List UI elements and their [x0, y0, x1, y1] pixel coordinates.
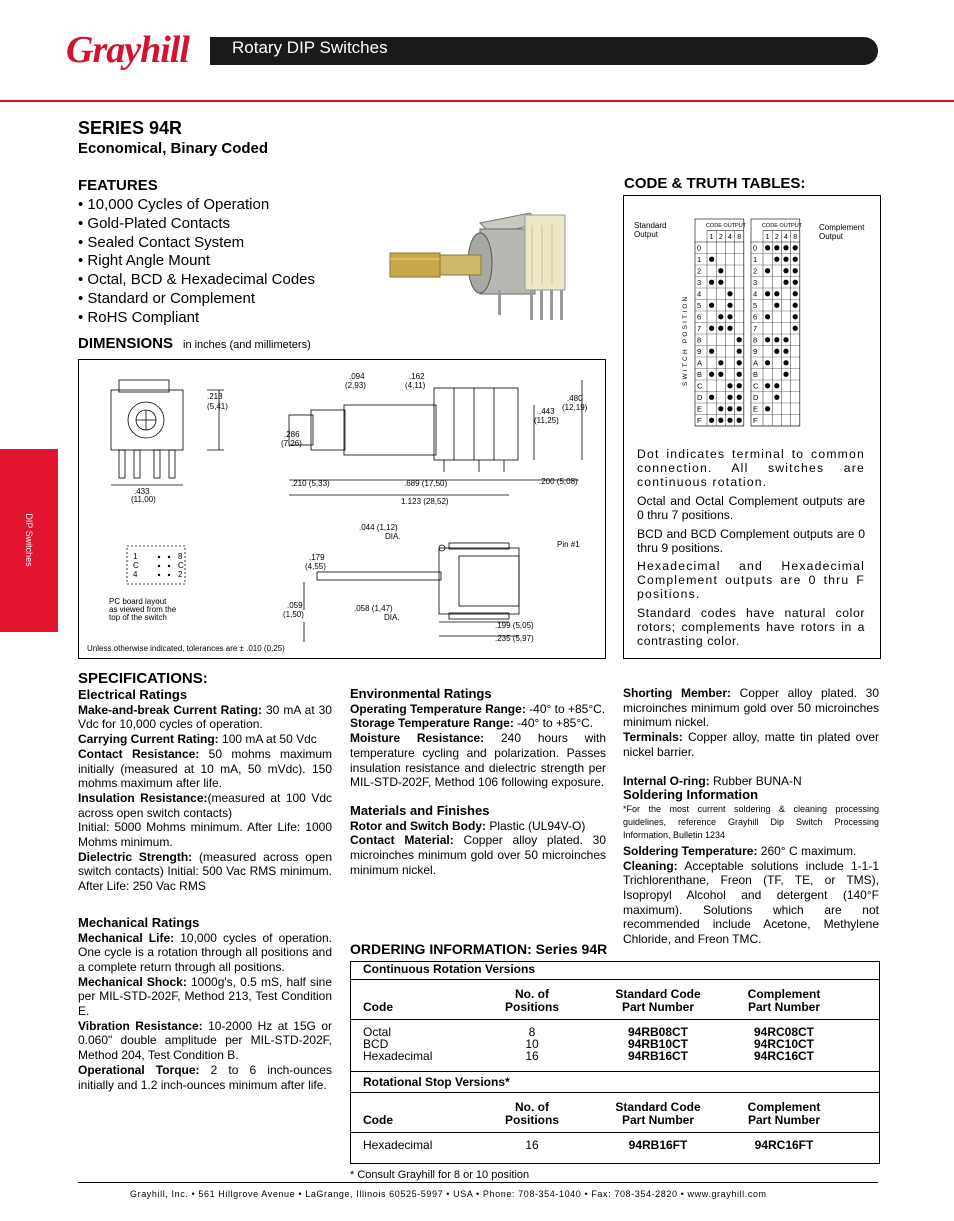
table-cell: 16: [525, 1138, 539, 1152]
feature-item: • Gold-Plated Contacts: [78, 214, 230, 232]
connection-dot: [774, 349, 779, 354]
dim-label: DIA.: [384, 613, 400, 622]
bit-header: 4: [728, 234, 732, 241]
connection-dot: [765, 245, 770, 250]
spec-item: Operating Temperature Range: -40° to +85°C.: [350, 701, 606, 716]
position-label: 0: [697, 243, 702, 253]
connection-dot: [709, 349, 714, 354]
grayhill-logo: Grayhill: [66, 29, 189, 71]
connection-dot: [783, 360, 788, 365]
col-positions: No. of: [515, 987, 549, 1001]
side-tab-label: DIP Switches: [24, 513, 34, 567]
dimension-drawing: [79, 360, 605, 658]
position-label: 7: [753, 324, 758, 333]
position-label: 1: [753, 255, 758, 264]
position-label: 5: [697, 301, 702, 310]
col-code: Code: [363, 1000, 393, 1014]
dimensions-heading: DIMENSIONS: [78, 335, 174, 352]
bit-header: 4: [784, 234, 788, 241]
spec-item: Storage Temperature Range: -40° to +85°C.: [350, 716, 594, 731]
dim-label: .094: [349, 372, 365, 381]
col-code: Code: [363, 1113, 393, 1127]
dim-label: .179: [309, 553, 325, 562]
position-label: 2: [753, 266, 758, 276]
spec-column-1: [78, 688, 332, 1092]
dim-label: .443: [539, 407, 555, 416]
connection-dot: [737, 395, 742, 400]
connection-dot: [783, 245, 788, 250]
position-label: D: [697, 393, 703, 402]
connection-dot: [774, 245, 779, 250]
table-cell: 94RB10CT: [627, 1037, 689, 1051]
spec-item: Insulation Resistance:(measured at 100 Vdc across open switch contacts): [78, 790, 332, 820]
position-label: 8: [697, 335, 702, 345]
connection-dot: [709, 372, 714, 377]
table-cell: BCD: [363, 1037, 389, 1051]
connection-dot: [793, 314, 798, 319]
table-cell: Octal: [363, 1025, 392, 1039]
table-cell: 94RC10CT: [753, 1037, 815, 1051]
connection-dot: [783, 257, 788, 262]
pcb-pin-label: 1: [133, 552, 138, 561]
connection-dot: [737, 360, 742, 365]
connection-dot: [737, 418, 742, 423]
connection-dot: [793, 326, 798, 331]
connection-dot: [783, 372, 788, 377]
pcb-caption: as viewed from the: [109, 605, 177, 614]
table-cell: 8: [528, 1025, 536, 1039]
spec-item: Cleaning: Acceptable solutions include 1-1-1 Trichlorenthane, Freon (TF, TE, or TMS), Isopropyl Alcohol and detergent (140°F maximum). Solutions which are not recommended include Acetone, Methylene Chloride, and Freon TMC.: [623, 858, 879, 947]
connection-dot: [709, 303, 714, 308]
connection-dot: [709, 418, 714, 423]
spec-item: Carrying Current Rating: 100 mA at 50 Vdc: [78, 732, 317, 747]
bit-header: 1: [709, 234, 714, 241]
connection-dot: [793, 268, 798, 273]
connection-dot: [793, 303, 798, 308]
connection-dot: [774, 257, 779, 262]
continuous-title: Continuous Rotation Versions: [363, 962, 536, 976]
tolerance-note: Unless otherwise indicated, tolerances are ± .010 (0,25): [87, 644, 285, 653]
dim-label: .213: [207, 392, 223, 401]
spec-item: Rotor and Switch Body: Plastic (UL94V-O): [350, 818, 586, 833]
position-label: F: [753, 416, 758, 425]
pcb-pin-label: 2: [178, 570, 183, 579]
table-rule: [351, 1019, 879, 1020]
ordering-heading: ORDERING INFORMATION: Series 94R: [350, 941, 608, 957]
connection-dot: [737, 383, 742, 388]
connection-dot: [774, 383, 779, 388]
col-complement: Complement: [747, 987, 821, 1001]
position-label: A: [697, 358, 703, 368]
connection-dot: [774, 303, 779, 308]
position-label: C: [753, 381, 759, 391]
dim-label: (11,00): [131, 495, 156, 504]
position-label: 4: [697, 289, 702, 299]
connection-dot: [793, 245, 798, 250]
connection-dot: [718, 280, 723, 285]
pcb-pin-label: C: [133, 561, 139, 570]
connection-dot: [709, 257, 714, 262]
bit-header: 8: [793, 234, 798, 241]
ordering-footnote: * Consult Grayhill for 8 or 10 position: [350, 1169, 530, 1181]
table-cell: 94RC16CT: [753, 1049, 815, 1063]
table-cell: 94RB16FT: [628, 1138, 688, 1152]
truth-table: [624, 196, 880, 436]
connection-dot: [718, 314, 723, 319]
position-label: 2: [697, 266, 702, 276]
connection-dot: [774, 337, 779, 342]
position-label: 8: [753, 335, 758, 345]
spec-item: Make-and-break Current Rating: 30 mA at 30 Vdc for 10,000 cycles of operation.: [78, 702, 332, 732]
dim-label: 1.123 (28,52): [401, 497, 449, 506]
mechanical-heading: Mechanical Ratings: [78, 914, 200, 930]
connection-dot: [718, 326, 723, 331]
pcb-pin-label: 4: [133, 570, 138, 579]
table-rule: [351, 1132, 879, 1133]
table-cell: 94RC08CT: [753, 1025, 815, 1039]
spec-item: Operational Torque: 2 to 6 inch-ounces initially and 1.2 inch-ounces minimum after life.: [78, 1062, 332, 1092]
code-output-label: CODE OUTPUT: [706, 223, 747, 229]
table-rule: [351, 1092, 879, 1093]
spec-item: Mechanical Shock: 1000g's, 0.5 mS, half sine per MIL-STD-202F, Method 213, Test Condition E.: [78, 974, 332, 1019]
dim-label: (12,19): [562, 403, 588, 412]
header-title: Rotary DIP Switches: [232, 38, 388, 57]
position-label: 7: [697, 324, 702, 333]
features-heading: FEATURES: [78, 177, 158, 194]
table-rule: [351, 1071, 879, 1072]
col-positions: Positions: [504, 1000, 560, 1014]
dim-label: .162: [409, 372, 425, 381]
dim-label: .059: [287, 601, 303, 610]
switch-position-label: SWITCH POSITION: [682, 294, 689, 386]
feature-item: • Octal, BCD & Hexadecimal Codes: [78, 271, 316, 289]
connection-dot: [737, 372, 742, 377]
connection-dot: [783, 268, 788, 273]
spec-item: Soldering Temperature: 260° C maximum.: [623, 843, 857, 858]
connection-dot: [783, 349, 788, 354]
connection-dot: [718, 406, 723, 411]
connection-dot: [727, 406, 732, 411]
connection-dot: [709, 395, 714, 400]
table-rule: [351, 979, 879, 980]
col-complement: Complement: [747, 1100, 821, 1114]
connection-dot: [727, 314, 732, 319]
feature-item: • RoHS Compliant: [78, 308, 200, 326]
truth-table-heading: CODE & TRUTH TABLES:: [624, 175, 806, 192]
connection-dot: [737, 337, 742, 342]
connection-dot: [727, 418, 732, 423]
materials-heading: Materials and Finishes: [350, 802, 490, 818]
spec-item: Initial: 5000 Mohms minimum. After Life: 1000 Mohms minimum.: [78, 820, 332, 850]
dim-label: (5,41): [207, 402, 228, 411]
col-standard: Part Number: [621, 1113, 695, 1127]
dim-label: .235 (5,97): [495, 634, 534, 643]
position-label: D: [753, 393, 759, 402]
connection-dot: [783, 337, 788, 342]
dim-label: (2,93): [345, 381, 366, 390]
position-label: C: [697, 381, 703, 391]
position-label: 3: [753, 278, 758, 287]
table-cell: Hexadecimal: [363, 1138, 433, 1152]
connection-dot: [718, 268, 723, 273]
pcb-pin-label: 8: [178, 552, 183, 561]
connection-dot: [727, 326, 732, 331]
col-positions: Positions: [504, 1113, 560, 1127]
position-label: 9: [697, 347, 702, 356]
col-complement: Part Number: [747, 1000, 821, 1014]
truth-table-box: [623, 195, 881, 659]
spec-item: Dielectric Strength: (measured across open switch contacts) Initial: 500 Vac RMS minimum. After Life: 250 Vac RMS: [78, 849, 332, 894]
dim-label: DIA.: [385, 532, 401, 541]
truth-note: Hexadecimal and Hexadecimal Complement outputs are 0 thru F positions.: [637, 559, 865, 602]
connection-dot: [765, 337, 770, 342]
truth-note: Octal and Octal Complement outputs are 0 thru 7 positions.: [637, 494, 865, 523]
dim-label: .058 (1,47): [354, 604, 393, 613]
bit-header: 8: [737, 234, 742, 241]
dimensions-drawing-box: [78, 359, 606, 659]
connection-dot: [718, 360, 723, 365]
position-label: 3: [697, 278, 702, 287]
pcb-caption: top of the switch: [109, 613, 167, 622]
header-rule: [0, 100, 954, 102]
position-label: 5: [753, 301, 758, 310]
dim-label: (4,55): [305, 562, 326, 571]
connection-dot: [765, 383, 770, 388]
complement-output-label: Complement: [819, 223, 865, 232]
truth-note: Standard codes have natural color rotors; complements have rotors in a contrasting color.: [637, 606, 865, 649]
position-label: A: [753, 358, 759, 368]
connection-dot: [765, 268, 770, 273]
col-standard: Standard Code: [615, 1100, 701, 1114]
product-photo: [380, 205, 580, 330]
position-label: 0: [753, 243, 758, 253]
spec-item: Internal O-ring: Rubber BUNA-N: [623, 773, 802, 788]
connection-dot: [774, 291, 779, 296]
specifications-heading: SPECIFICATIONS:: [78, 670, 208, 687]
position-label: B: [697, 370, 703, 379]
connection-dot: [765, 314, 770, 319]
connection-dot: [774, 395, 779, 400]
spec-column-3: [623, 686, 879, 947]
connection-dot: [727, 395, 732, 400]
table-cell: 94RB16CT: [627, 1049, 689, 1063]
pcb-pin-label: C: [178, 561, 184, 570]
col-complement: Part Number: [747, 1113, 821, 1127]
bit-header: 2: [718, 234, 723, 241]
position-label: 1: [697, 255, 702, 264]
spec-item: Contact Material: Copper alloy plated. 30 microinches minimum gold over 50 microinches minimum nickel.: [350, 833, 606, 877]
truth-note: BCD and BCD Complement outputs are 0 thru 9 positions.: [637, 527, 865, 556]
connection-dot: [793, 291, 798, 296]
complement-output-label: Output: [819, 232, 844, 241]
dim-label: (1,50): [283, 610, 304, 619]
connection-dot: [765, 406, 770, 411]
dim-label: .433: [134, 487, 150, 496]
dim-label: .286: [284, 430, 300, 439]
connection-dot: [765, 291, 770, 296]
features-list: [78, 196, 315, 328]
spec-item: Vibration Resistance: 10-2000 Hz at 15G or 0.060" double amplitude per MIL-STD-202F, Method 204, Test Condition B.: [78, 1018, 333, 1063]
truth-note: Dot indicates terminal to common connection. All switches are continuous rotation.: [637, 447, 865, 490]
spec-item: Contact Resistance: 50 mohms maximum initially (measured at 10 mA, 50 mVdc). 150 mohms maximum after life.: [78, 746, 332, 791]
spec-item: Moisture Resistance: 240 hours with temperature cycling and polarization. Passes insulation resistance and dielectric strength per MIL-STD-202F, Method 106 following exposure.: [350, 731, 606, 790]
bit-header: 1: [765, 234, 770, 241]
position-label: 6: [753, 312, 758, 322]
feature-item: • Right Angle Mount: [78, 252, 210, 270]
spec-item: Mechanical Life: 10,000 cycles of operation. One cycle is a rotation through all positions and a complete return through all positions.: [78, 930, 333, 974]
position-label: E: [753, 404, 759, 414]
position-label: B: [753, 370, 759, 379]
col-standard: Standard Code: [615, 987, 701, 1001]
position-label: F: [697, 416, 702, 425]
dim-label: .210 (5,33): [291, 479, 330, 488]
position-label: 9: [753, 347, 758, 356]
connection-dot: [709, 326, 714, 331]
table-cell: 94RB08CT: [627, 1025, 689, 1039]
position-label: 6: [697, 312, 702, 322]
connection-dot: [783, 280, 788, 285]
table-cell: 16: [525, 1049, 539, 1063]
col-positions: No. of: [515, 1100, 549, 1114]
feature-item: • Sealed Contact System: [78, 233, 245, 251]
dim-label: .689 (17,50): [404, 479, 448, 488]
footer-rule: [78, 1182, 878, 1183]
dimensions-subheading: in inches (and millimeters): [183, 339, 311, 351]
dim-label: .480: [567, 394, 583, 403]
connection-dot: [765, 360, 770, 365]
spec-column-2: [350, 687, 606, 877]
table-cell: 10: [525, 1037, 539, 1051]
dim-label: (7,26): [281, 439, 302, 448]
soldering-note: *For the most current soldering & cleaning processing guidelines, reference Grayhill Dip Switch Processing Information, Bulletin 1234: [623, 803, 879, 840]
connection-dot: [727, 383, 732, 388]
connection-dot: [709, 280, 714, 285]
dim-label: Pin #1: [557, 540, 580, 549]
position-label: 4: [753, 289, 758, 299]
connection-dot: [727, 291, 732, 296]
standard-output-label: Output: [634, 230, 659, 239]
electrical-heading: Electrical Ratings: [78, 687, 188, 702]
series-title: SERIES 94R: [78, 118, 183, 138]
stop-title: Rotational Stop Versions*: [363, 1075, 510, 1089]
spec-item: Terminals: Copper alloy, matte tin plated over nickel barrier.: [623, 730, 879, 759]
feature-item: • 10,000 Cycles of Operation: [78, 196, 270, 213]
col-standard: Part Number: [621, 1000, 695, 1014]
environmental-heading: Environmental Ratings: [350, 686, 492, 701]
position-label: E: [697, 404, 703, 414]
connection-dot: [718, 418, 723, 423]
feature-item: • Standard or Complement: [78, 289, 256, 307]
connection-dot: [727, 303, 732, 308]
dim-label: .199 (5,05): [495, 621, 534, 630]
footer-address: Grayhill, Inc. • 561 Hillgrove Avenue • LaGrange, Illinois 60525-5997 • USA • Phone: 708-354-1040 • Fax: 708-354-2820 • www.grayhill.com: [130, 1189, 767, 1199]
standard-output-label: Standard: [634, 221, 667, 230]
connection-dot: [737, 406, 742, 411]
pcb-caption: PC board layout: [109, 597, 167, 606]
dim-label: (11,25): [534, 416, 559, 425]
series-subtitle: Economical, Binary Coded: [78, 140, 269, 157]
table-cell: 94RC16FT: [754, 1138, 814, 1152]
code-output-label: CODE OUTPUT: [762, 223, 803, 229]
connection-dot: [718, 372, 723, 377]
table-cell: Hexadecimal: [363, 1049, 433, 1063]
spec-item: Shorting Member: Copper alloy plated. 30 microinches minimum gold over 50 microinches minimum nickel.: [623, 686, 879, 730]
soldering-heading: Soldering Information: [623, 787, 759, 803]
ordering-table: [350, 961, 880, 1164]
dim-label: .044 (1,12): [359, 523, 398, 532]
connection-dot: [793, 280, 798, 285]
connection-dot: [793, 257, 798, 262]
bit-header: 2: [774, 234, 779, 241]
connection-dot: [737, 349, 742, 354]
dim-label: .200 (5,08): [539, 477, 578, 486]
dim-label: (4,11): [405, 381, 426, 390]
